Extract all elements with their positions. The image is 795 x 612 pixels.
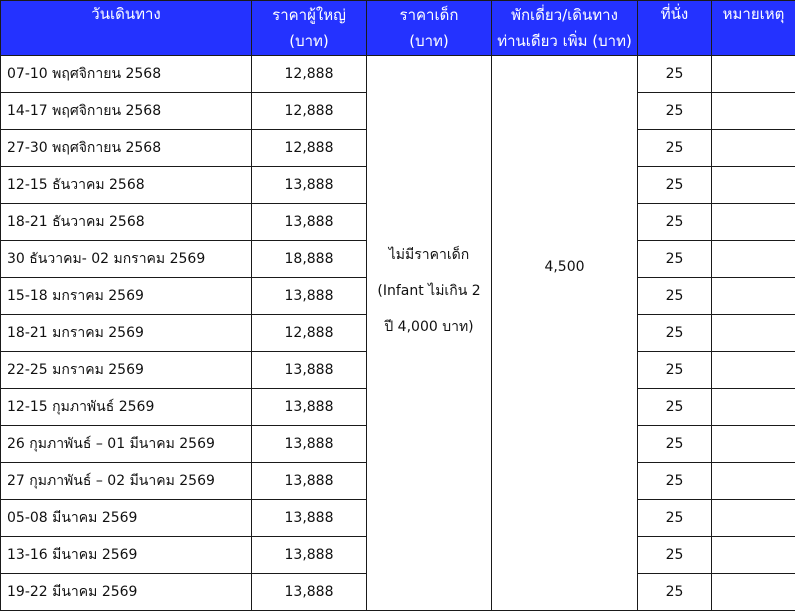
date-cell: 22-25 มกราคม 2569 <box>1 352 252 389</box>
remark-cell <box>712 241 795 278</box>
seats-cell: 25 <box>638 574 712 611</box>
table-body <box>1 56 795 611</box>
header-adult-line2: (บาท) <box>289 32 329 50</box>
child-price-note <box>367 237 491 345</box>
header-single-supplement <box>492 1 638 56</box>
seats-cell: 25 <box>638 130 712 167</box>
seats-cell: 25 <box>638 426 712 463</box>
header-single-line1: พักเดี่ยว/เดินทาง <box>511 6 618 24</box>
remark-cell <box>712 56 795 93</box>
seats-cell: 25 <box>638 389 712 426</box>
date-cell: 26 กุมภาพันธ์ – 01 มีนาคม 2569 <box>1 426 252 463</box>
seats-cell: 25 <box>638 204 712 241</box>
remark-cell <box>712 574 795 611</box>
adult-price-cell: 18,888 <box>252 241 367 278</box>
header-remarks <box>712 1 795 56</box>
remark-cell <box>712 93 795 130</box>
child-price-note-line: ไม่มีราคาเด็ก <box>388 247 470 263</box>
child-price-note-line: (Infant ไม่เกิน 2 <box>377 283 481 299</box>
seats-cell: 25 <box>638 463 712 500</box>
date-cell: 15-18 มกราคม 2569 <box>1 278 252 315</box>
adult-price-cell: 13,888 <box>252 352 367 389</box>
seats-cell: 25 <box>638 167 712 204</box>
date-cell: 13-16 มีนาคม 2569 <box>1 537 252 574</box>
seats-cell: 25 <box>638 56 712 93</box>
seats-cell: 25 <box>638 278 712 315</box>
date-cell: 12-15 ธันวาคม 2568 <box>1 167 252 204</box>
header-seats-label: ที่นั่ง <box>660 5 689 23</box>
adult-price-cell: 13,888 <box>252 500 367 537</box>
adult-price-cell: 12,888 <box>252 93 367 130</box>
adult-price-cell: 12,888 <box>252 130 367 167</box>
adult-price-cell: 13,888 <box>252 463 367 500</box>
adult-price-cell: 13,888 <box>252 167 367 204</box>
header-adult-price <box>252 1 367 56</box>
seats-cell: 25 <box>638 352 712 389</box>
remark-cell <box>712 537 795 574</box>
remark-cell <box>712 130 795 167</box>
adult-price-cell: 12,888 <box>252 315 367 352</box>
remark-cell <box>712 426 795 463</box>
remark-cell <box>712 204 795 241</box>
date-cell: 18-21 มกราคม 2569 <box>1 315 252 352</box>
remark-cell <box>712 389 795 426</box>
adult-price-cell: 13,888 <box>252 426 367 463</box>
date-cell: 14-17 พฤศจิกายน 2568 <box>1 93 252 130</box>
date-cell: 12-15 กุมภาพันธ์ 2569 <box>1 389 252 426</box>
date-cell: 27-30 พฤศจิกายน 2568 <box>1 130 252 167</box>
single-supplement-value: 4,500 <box>544 259 585 275</box>
header-child-line1: ราคาเด็ก <box>399 6 459 24</box>
adult-price-cell: 13,888 <box>252 278 367 315</box>
remark-cell <box>712 500 795 537</box>
header-date-label: วันเดินทาง <box>91 5 161 23</box>
table-header-row <box>1 1 795 56</box>
date-cell: 27 กุมภาพันธ์ – 02 มีนาคม 2569 <box>1 463 252 500</box>
child-price-note-line: ปี 4,000 บาท) <box>384 319 474 335</box>
remark-cell <box>712 315 795 352</box>
seats-cell: 25 <box>638 315 712 352</box>
header-remarks-label: หมายเหตุ <box>722 5 785 23</box>
child-price-cell <box>367 56 492 611</box>
header-seats <box>638 1 712 56</box>
adult-price-cell: 13,888 <box>252 389 367 426</box>
date-cell: 18-21 ธันวาคม 2568 <box>1 204 252 241</box>
seats-cell: 25 <box>638 93 712 130</box>
header-single-line2: ท่านเดียว เพิ่ม (บาท) <box>497 32 632 50</box>
adult-price-cell: 12,888 <box>252 56 367 93</box>
single-supplement-cell <box>492 56 638 611</box>
adult-price-cell: 13,888 <box>252 537 367 574</box>
table-row <box>1 56 795 93</box>
remark-cell <box>712 463 795 500</box>
date-cell: 30 ธันวาคม- 02 มกราคม 2569 <box>1 241 252 278</box>
remark-cell <box>712 352 795 389</box>
header-adult-line1: ราคาผู้ใหญ่ <box>272 6 346 24</box>
header-child-price <box>367 1 492 56</box>
adult-price-cell: 13,888 <box>252 204 367 241</box>
seats-cell: 25 <box>638 537 712 574</box>
header-child-line2: (บาท) <box>409 32 449 50</box>
seats-cell: 25 <box>638 241 712 278</box>
date-cell: 05-08 มีนาคม 2569 <box>1 500 252 537</box>
remark-cell <box>712 278 795 315</box>
date-cell: 19-22 มีนาคม 2569 <box>1 574 252 611</box>
remark-cell <box>712 167 795 204</box>
seats-cell: 25 <box>638 500 712 537</box>
date-cell: 07-10 พฤศจิกายน 2568 <box>1 56 252 93</box>
header-date <box>1 1 252 56</box>
adult-price-cell: 13,888 <box>252 574 367 611</box>
